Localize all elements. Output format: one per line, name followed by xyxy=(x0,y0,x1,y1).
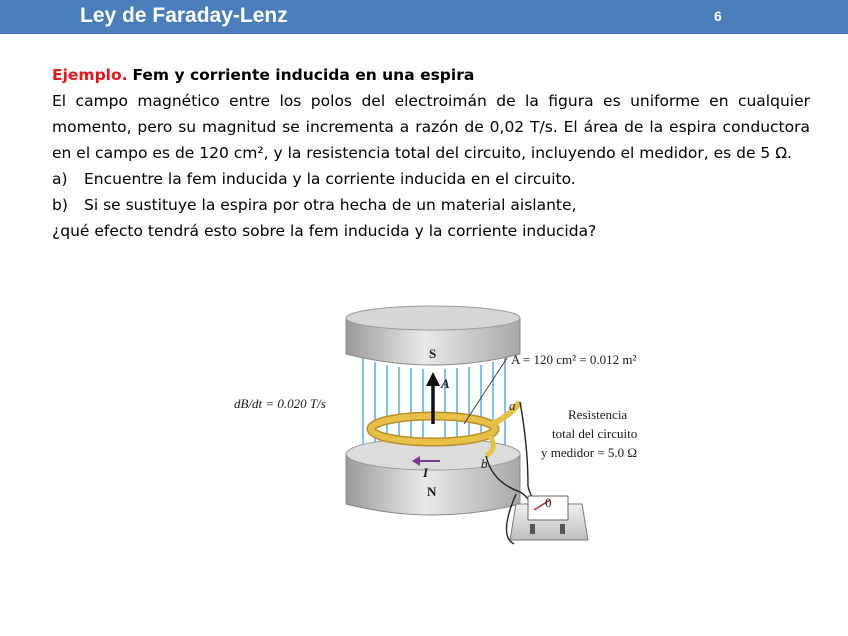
example-heading xyxy=(52,62,810,88)
electromagnet-figure xyxy=(228,296,698,586)
question-item-a xyxy=(52,166,810,192)
leader-lines xyxy=(464,358,507,424)
slide-content xyxy=(52,62,810,244)
header-bar xyxy=(0,0,848,34)
closing-question: ¿qué efecto tendrá esto sobre la fem inducida y la corriente inducida? xyxy=(52,222,597,240)
pole-label-n: N xyxy=(427,484,437,499)
resistance-line-2: total del circuito xyxy=(552,426,638,441)
question-item-b xyxy=(52,192,810,218)
current-i-label: I xyxy=(423,465,429,480)
resistance-line-3: y medidor = 5.0 Ω xyxy=(541,445,638,460)
pole-label-s: S xyxy=(429,346,437,361)
area-label: A = 120 cm² = 0.012 m² xyxy=(511,352,637,367)
point-b-label: b xyxy=(481,456,488,471)
item-text: Si se sustituye la espira por otra hecha de un material aislante, xyxy=(84,196,577,214)
meter-zero-label: 0 xyxy=(545,495,552,510)
item-text: Encuentre la fem inducida y la corriente inducida en el circuito. xyxy=(84,170,576,188)
example-title: Fem y corriente inducida en una espira xyxy=(132,66,475,84)
vector-a-label: A xyxy=(441,376,450,391)
item-letter: a) xyxy=(52,170,68,188)
item-letter: b) xyxy=(52,196,68,214)
example-label: Ejemplo. xyxy=(52,66,128,84)
point-a-label: a xyxy=(509,398,516,413)
dbdt-label: dB/dt = 0.020 T/s xyxy=(234,396,326,411)
problem-statement: El campo magnético entre los polos del electroimán de la figura es uniforme en cualquier momento, pero su magnitud se incrementa a razón de 0,02 T/s. El área de la espira conductora en el campo es de 120 cm², y la resistencia total del circuito, incluyendo el medidor, es de 5 Ω. xyxy=(52,92,810,162)
page-number: 6 xyxy=(714,8,722,24)
slide-title: Ley de Faraday-Lenz xyxy=(80,4,288,27)
resistance-line-1: Resistencia xyxy=(568,407,628,422)
